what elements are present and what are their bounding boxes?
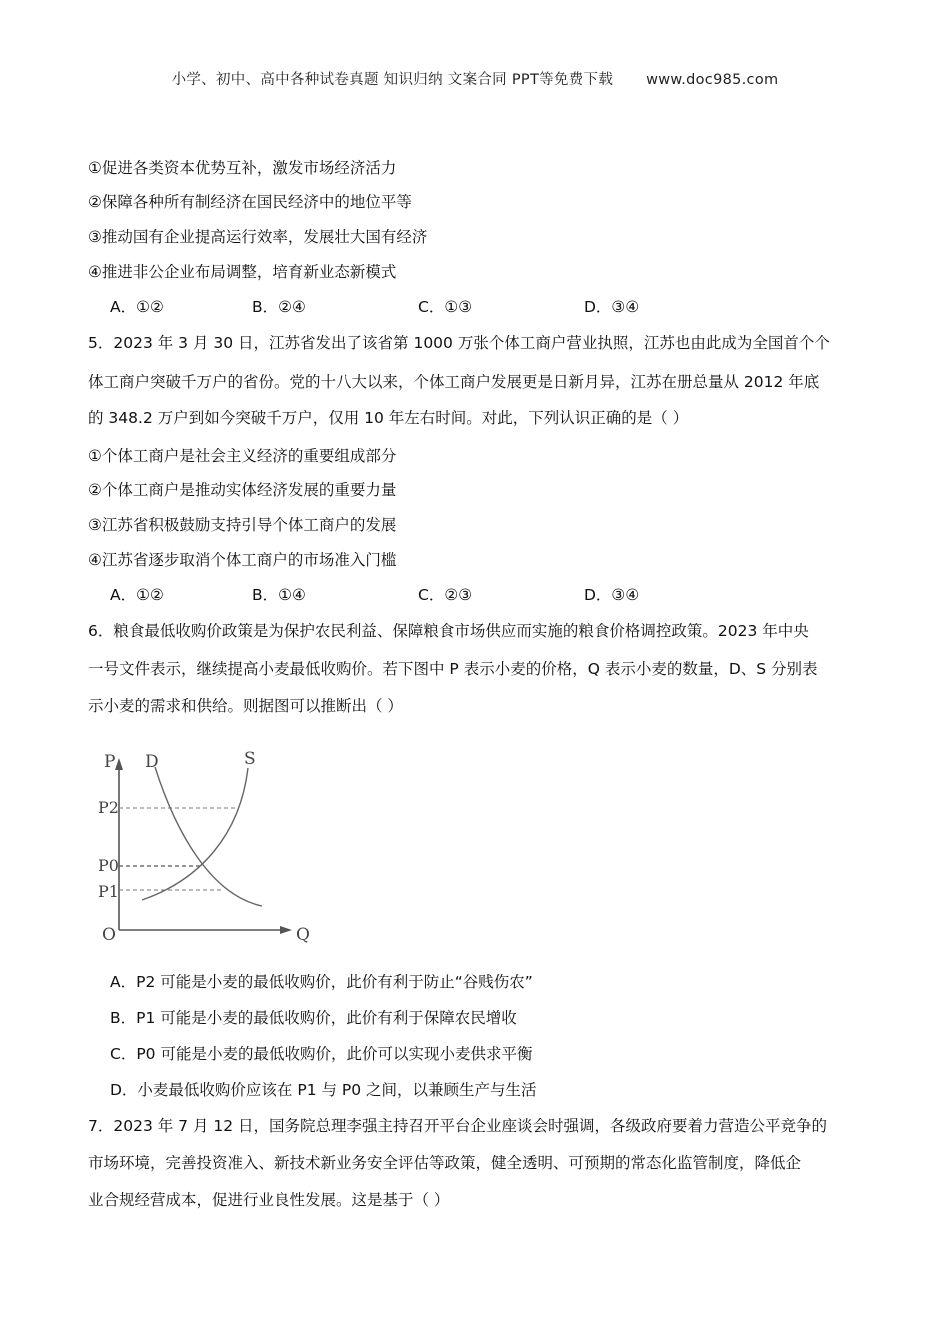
q7-stem-line-3: 业合规经营成本，促进行业良性发展。这是基于（ ） [88,1191,450,1209]
q5-choice-c[interactable]: C．②③ [418,586,473,604]
q5-choice-a[interactable]: A．①② [110,586,164,604]
header-text: 小学、初中、高中各种试卷真题 知识归纳 文案合同 PPT等免费下载 [171,72,614,88]
q7-stem-line-1: 7．2023 年 7 月 12 日，国务院总理李强主持召开平台企业座谈会时强调，各级政府要着力营造公平竞争的 [88,1117,828,1135]
demand-label: D [145,752,159,772]
q4-statement-1: ①促进各类资本优势互补，激发市场经济活力 [88,159,397,177]
q4-choice-a[interactable]: A．①② [110,298,164,316]
tick-label-p0: P0 [98,856,119,875]
demand-curve [155,767,262,906]
q5-statement-1: ①个体工商户是社会主义经济的重要组成部分 [88,447,397,465]
supply-label: S [244,749,256,769]
y-axis-label: P [104,752,116,772]
q4-statement-3: ③推动国有企业提高运行效率，发展壮大国有经济 [88,228,428,246]
supply-curve [142,768,248,900]
q6-stem-line-1: 6．粮食最低收购价政策是为保护农民利益、保障粮食市场供应而实施的粮食价格调控政策。2023 年中央 [88,622,809,640]
tick-label-p2: P2 [98,798,119,817]
q5-choice-d[interactable]: D．③④ [584,586,640,604]
q7-stem-line-2: 市场环境，完善投资准入、新技术新业务安全评估等政策，健全透明、可预期的常态化监管制度，降低企 [88,1154,802,1172]
q5-choice-b[interactable]: B．①④ [252,586,306,604]
q4-statement-2: ②保障各种所有制经济在国民经济中的地位平等 [88,193,412,211]
origin-label: O [102,925,116,945]
q6-option-a[interactable]: A．P2 可能是小麦的最低收购价，此价有利于防止“谷贱伤农” [110,973,533,991]
q6-stem-line-3: 示小麦的需求和供给。则据图可以推断出（ ） [88,697,403,715]
supply-demand-chart [90,740,330,950]
q4-choice-c[interactable]: C．①③ [418,298,473,316]
q5-stem-line-3: 的 348.2 万户到如今突破千万户，仅用 10 年左右时间。对此，下列认识正确的是（ ） [88,409,689,427]
q5-stem-line-1: 5．2023 年 3 月 30 日，江苏省发出了该省第 1000 万张个体工商户营业执照，江苏也由此成为全国首个个 [88,334,830,352]
header-site[interactable]: www.doc985.com [646,72,779,88]
q6-stem-line-2: 一号文件表示，继续提高小麦最低收购价。若下图中 P 表示小麦的价格，Q 表示小麦的数量，D、S 分别表 [88,660,818,678]
q6-option-b[interactable]: B．P1 可能是小麦的最低收购价，此价有利于保障农民增收 [110,1009,517,1027]
q5-stem-line-2: 体工商户突破千万户的省份。党的十八大以来，个体工商户发展更是日新月异，江苏在册总量从 2012 年底 [88,373,820,391]
q6-option-c[interactable]: C．P0 可能是小麦的最低收购价，此价可以实现小麦供求平衡 [110,1045,533,1063]
y-axis-arrow [115,758,123,770]
page-header [0,68,950,89]
q4-choice-d[interactable]: D．③④ [584,298,640,316]
q5-statement-2: ②个体工商户是推动实体经济发展的重要力量 [88,481,397,499]
x-axis-label: Q [296,925,310,945]
q4-statement-4: ④推进非公企业布局调整，培育新业态新模式 [88,263,397,281]
q5-statement-3: ③江苏省积极鼓励支持引导个体工商户的发展 [88,516,397,534]
x-axis-arrow [280,926,292,934]
q4-choice-b[interactable]: B．②④ [252,298,306,316]
q5-statement-4: ④江苏省逐步取消个体工商户的市场准入门槛 [88,551,397,569]
tick-label-p1: P1 [98,882,119,901]
q6-option-d[interactable]: D．小麦最低收购价应该在 P1 与 P0 之间，以兼顾生产与生活 [110,1081,537,1099]
